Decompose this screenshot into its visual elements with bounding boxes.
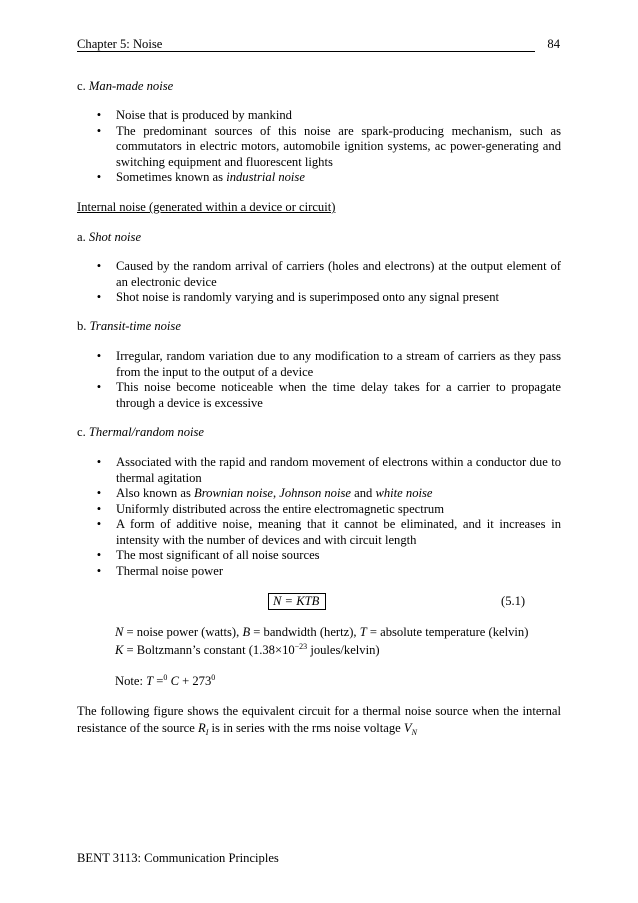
bullet-icon: • <box>96 170 102 184</box>
heading-prefix: c. <box>77 425 86 439</box>
list-item-text: Thermal noise power <box>116 563 224 578</box>
bullet-icon: • <box>96 486 102 500</box>
list-item <box>92 124 561 171</box>
heading-title: Thermal/random noise <box>88 425 205 439</box>
equation-box: N = KTB <box>268 593 326 610</box>
bullet-icon: • <box>96 455 102 469</box>
paragraph-text: is in series with the rms noise voltage <box>208 720 404 735</box>
emphasis-text: Brownian noise <box>194 486 273 500</box>
list-item-text: Associated with the rapid and random movement of electrons within a conductor due to thermal agitation <box>116 455 561 485</box>
definitions-line-1 <box>115 625 528 641</box>
transit-noise-list <box>92 349 561 411</box>
list-item <box>92 455 561 486</box>
symbol: V <box>403 720 412 735</box>
definition-text: = absolute temperature (kelvin) <box>366 625 529 639</box>
list-item <box>92 502 561 518</box>
list-item <box>92 380 561 411</box>
exponent: −23 <box>294 642 308 651</box>
internal-noise-heading: Internal noise (generated within a device or circuit) <box>77 200 336 214</box>
emphasis-text: white noise <box>375 486 433 500</box>
note-text: = <box>153 674 164 688</box>
definition-text: = Boltzmann’s constant (1.38×10 <box>123 643 295 657</box>
transit-noise-heading <box>77 319 181 335</box>
list-item-text: Irregular, random variation due to any modification to a stream of carriers as they pass from the input to the output of a device <box>116 349 561 379</box>
man-made-heading <box>77 79 173 95</box>
bullet-icon: • <box>96 123 102 138</box>
bullet-icon: • <box>96 259 102 273</box>
shot-noise-heading <box>77 230 141 246</box>
temperature-note <box>115 674 215 690</box>
thermal-noise-heading <box>77 425 204 441</box>
heading-title: Transit-time noise <box>89 319 181 333</box>
definition-text: = noise power (watts), <box>123 625 243 639</box>
list-item <box>92 349 561 380</box>
man-made-list <box>92 108 561 186</box>
symbol: B <box>242 625 251 639</box>
symbol: C <box>167 674 179 688</box>
emphasis-text: Johnson noise <box>279 486 351 500</box>
subscript: I <box>205 727 209 737</box>
degree-mark: 0 <box>163 673 168 682</box>
bullet-icon: • <box>96 563 102 578</box>
page-number: 84 <box>547 37 560 51</box>
list-item <box>92 517 561 548</box>
symbol: R <box>198 720 206 735</box>
definition-text: = bandwidth (hertz), <box>250 625 360 639</box>
heading-prefix: b. <box>77 319 87 333</box>
definition-text: joules/kelvin) <box>307 643 380 657</box>
list-item-text: Caused by the random arrival of carriers (holes and electrons) at the output element of an electronic device <box>116 259 561 289</box>
list-item <box>92 564 561 580</box>
list-item-text: The most significant of all noise sources <box>116 548 320 562</box>
list-item <box>92 170 561 186</box>
bullet-icon: • <box>96 380 102 394</box>
thermal-noise-list <box>92 455 561 579</box>
header-rule <box>77 51 535 52</box>
note-label: Note: <box>115 674 147 688</box>
note-text: + 273 <box>178 674 212 688</box>
list-item <box>92 486 561 502</box>
symbol: K <box>115 643 124 657</box>
list-item-text: A form of additive noise, meaning that it cannot be eliminated, and it increases in intensity with the number of devices and with circuit length <box>116 517 561 547</box>
list-item <box>92 259 561 290</box>
emphasis-text: industrial noise <box>226 170 305 184</box>
separator-text: and <box>350 486 376 500</box>
subscript: N <box>411 727 417 737</box>
list-item-text: This noise become noticeable when the time delay takes for a carrier to propagate through a device is excessive <box>116 380 561 410</box>
symbol: N <box>115 625 124 639</box>
heading-title: Man-made noise <box>88 79 174 93</box>
list-item-text: Sometimes known as <box>116 170 227 184</box>
list-item-text: Shot noise is randomly varying and is superimposed onto any signal present <box>116 290 500 304</box>
heading-prefix: a. <box>77 230 86 244</box>
list-item <box>92 290 561 306</box>
definitions-line-2 <box>115 643 380 659</box>
list-item-text: Also known as <box>116 486 195 500</box>
equation-number: (5.1) <box>501 594 526 608</box>
bullet-icon: • <box>96 108 102 122</box>
list-item-text: Uniformly distributed across the entire electromagnetic spectrum <box>116 501 445 516</box>
symbol: T <box>359 625 367 639</box>
bullet-icon: • <box>96 517 102 531</box>
list-item <box>92 548 561 564</box>
list-item <box>92 108 561 124</box>
list-item-text: Noise that is produced by mankind <box>116 108 292 122</box>
circuit-paragraph <box>77 703 561 741</box>
bullet-icon: • <box>96 501 102 516</box>
bullet-icon: • <box>96 548 102 562</box>
page-footer: BENT 3113: Communication Principles <box>77 851 279 865</box>
separator-text: , <box>272 486 280 500</box>
bullet-icon: • <box>96 349 102 363</box>
degree-mark: 0 <box>211 673 216 682</box>
heading-prefix: c. <box>77 79 86 93</box>
page-header <box>77 37 560 53</box>
paragraph-text: The following figure shows the equivalent circuit for a thermal noise source when the internal resistance of the source <box>77 704 561 735</box>
bullet-icon: • <box>96 290 102 304</box>
heading-title: Shot noise <box>88 230 142 244</box>
symbol: T <box>146 674 154 688</box>
chapter-title: Chapter 5: Noise <box>77 37 163 51</box>
list-item-text: The predominant sources of this noise are spark-producing mechanism, such as commutators in electric motors, automobile ignition systems, ac power-generating and switching equipment and fluorescent lights <box>116 123 561 169</box>
shot-noise-list <box>92 259 561 306</box>
